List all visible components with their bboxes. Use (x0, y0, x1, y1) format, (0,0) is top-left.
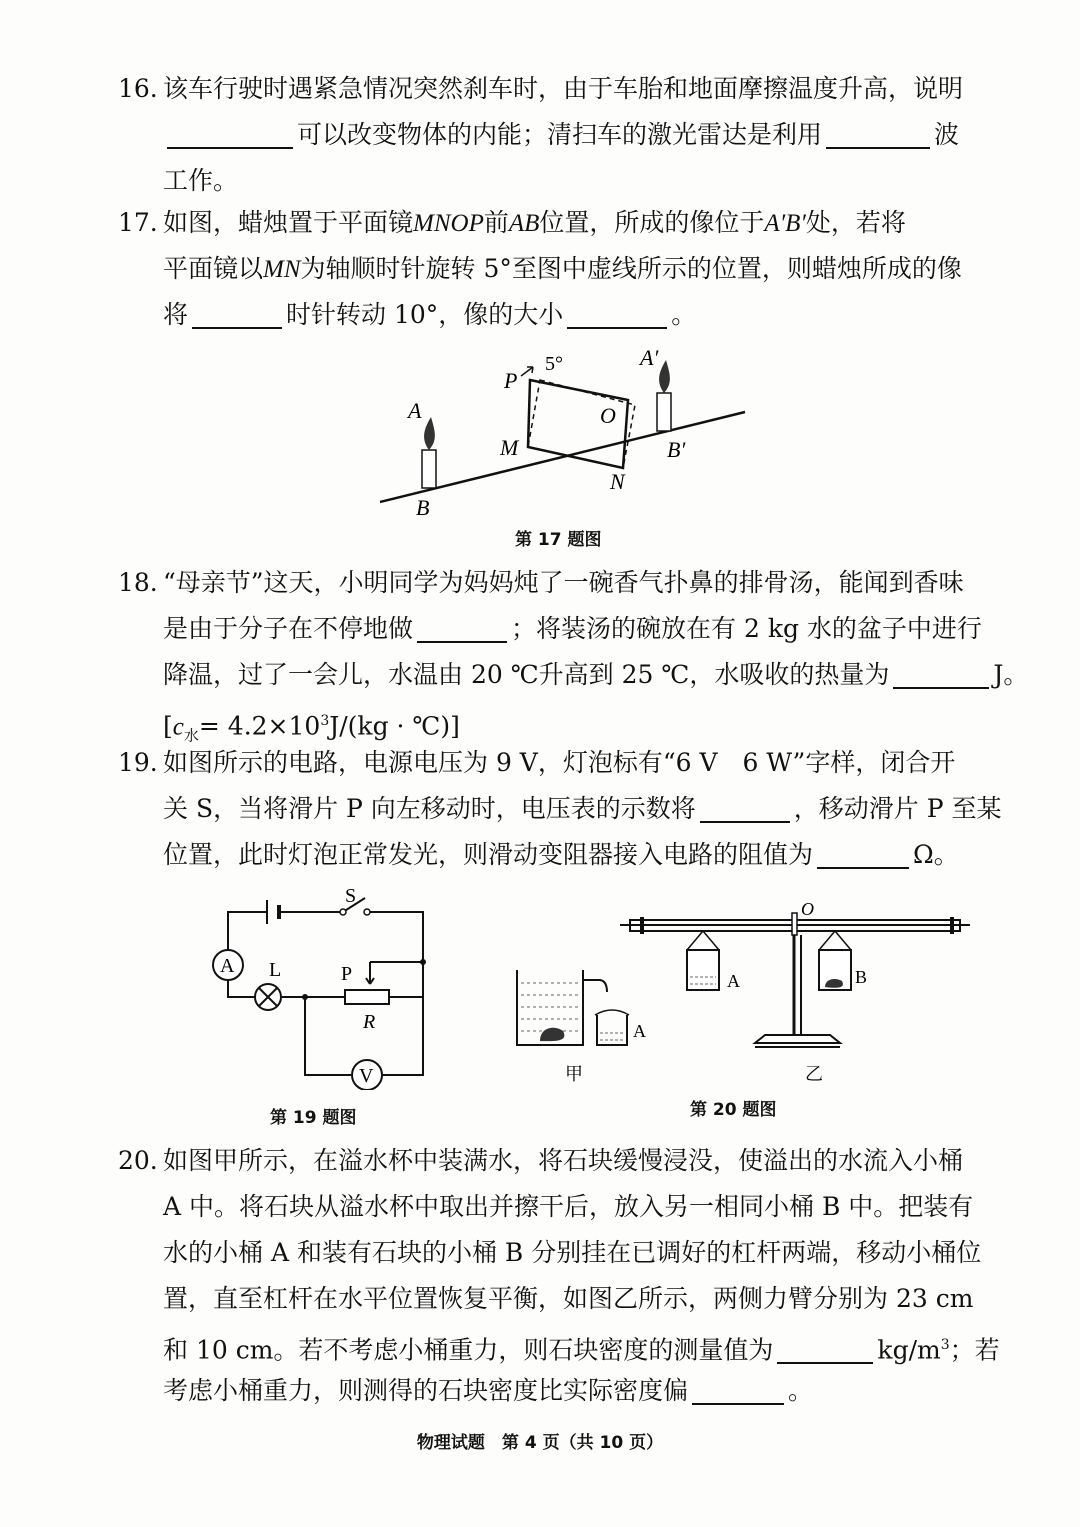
label-B: B (416, 495, 430, 520)
figure-17-caption: 第 17 题图 (515, 530, 602, 550)
figure-19-circuit (195, 880, 445, 1090)
label-B-prime: B′ (667, 437, 686, 462)
bucket-b-label: B (855, 967, 868, 987)
q16-line-3: 工作。 (163, 166, 239, 195)
q20-line-2: A 中。将石块从溢水杯中取出并擦干后，放入另一相同小桶 B 中。把装有 (163, 1192, 974, 1221)
label-A-prime: A′ (640, 345, 659, 370)
label-P: P (504, 368, 518, 393)
question-number: 18. (118, 568, 158, 597)
label-O: O (600, 403, 616, 428)
pivot-label: O (801, 899, 814, 919)
figure-17-mirror (370, 345, 760, 520)
q18-line-2: 是由于分子在不停地做 ；将装汤的碗放在有 2 kg 水的盆子中进行 (163, 614, 982, 643)
q19-line-3: 位置，此时灯泡正常发光，则滑动变阻器接入电路的阻值为 Ω。 (163, 840, 959, 869)
page-footer: 物理试题 第 4 页（共 10 页） (416, 1433, 664, 1453)
answer-blank[interactable] (192, 299, 282, 329)
resistor-label: R (363, 1011, 376, 1033)
voltmeter-label: V (359, 1065, 374, 1087)
q18-line-4: [$c_水= 4.2\times 10^3J/(kg$ · ℃)] (163, 711, 460, 745)
label-yi: 乙 (805, 1064, 823, 1084)
figure-19-caption: 第 19 题图 (270, 1108, 357, 1128)
label-N: N (610, 469, 625, 494)
label-jia: 甲 (565, 1064, 583, 1084)
answer-blank[interactable] (692, 1375, 784, 1405)
q20-line-1: 如图甲所示，在溢水杯中装满水，将石块缓慢浸没，使溢出的水流入小桶 (163, 1146, 964, 1175)
figure-20-caption: 第 20 题图 (690, 1100, 777, 1120)
bucket-a-label-jia: A (633, 1021, 646, 1041)
q17-line-1: 如图，蜡烛置于平面镜MNOP前AB位置，所成的像位于A′B′处，若将 (163, 208, 906, 237)
q16-line-2: 可以改变物体的内能；清扫车的激光雷达是利用 波 (163, 112, 959, 158)
q18-line-3: 降温，过了一会儿，水温由 20 ℃升高到 25 ℃，水吸收的热量为 J。 (163, 660, 1029, 689)
switch-label: S (345, 885, 357, 907)
q19-line-1: 如图所示的电路，电源电压为 9 V，灯泡标有“6 V 6 W”字样，闭合开 (163, 748, 956, 777)
answer-blank[interactable] (567, 299, 667, 329)
answer-blank[interactable] (417, 613, 507, 643)
answer-blank[interactable] (167, 119, 293, 149)
label-M: M (500, 435, 519, 460)
slider-label: P (341, 963, 353, 985)
question-number: 17. (118, 208, 158, 237)
q20-line-3: 水的小桶 A 和装有石块的小桶 B 分别挂在已调好的杠杆两端，移动小桶位 (163, 1238, 982, 1267)
label-A: A (408, 398, 422, 423)
q20-line-6: 考虑小桶重力，则测得的石块密度比实际密度偏 。 (163, 1376, 814, 1405)
q17-line-3: 将 时针转动 10°，像的大小 。 (163, 300, 697, 329)
question-number: 19. (118, 748, 158, 777)
label-angle: 5° (545, 353, 563, 375)
answer-blank[interactable] (893, 659, 989, 689)
answer-blank[interactable] (826, 119, 930, 149)
answer-blank[interactable] (700, 793, 790, 823)
q17-line-2: 平面镜以MN为轴顺时针旋转 5°至图中虚线所示的位置，则蜡烛所成的像 (163, 254, 962, 283)
q20-line-5: 和 10 cm。若不考虑小桶重力，则石块密度的测量值为 $kg/m^3$；若 (163, 1335, 1000, 1365)
lamp-label: L (269, 959, 282, 981)
question-number: 16. (118, 74, 158, 103)
q18-line-1: “母亲节”这天，小明同学为妈妈炖了一碗香气扑鼻的排骨汤，能闻到香味 (163, 568, 964, 597)
ammeter-label: A (220, 955, 235, 977)
question-number: 20. (118, 1146, 158, 1175)
figure-20-lever (505, 895, 975, 1095)
q19-line-2: 关 S，当将滑片 P 向左移动时，电压表的示数将 ，移动滑片 P 至某 (163, 794, 1002, 823)
q16-line-1: 该车行驶时遇紧急情况突然刹车时，由于车胎和地面摩擦温度升高，说明 (163, 74, 964, 103)
bucket-a-label: A (727, 971, 740, 991)
answer-blank[interactable] (777, 1334, 873, 1364)
q20-line-4: 置，直至杠杆在水平位置恢复平衡，如图乙所示，两侧力臂分别为 23 cm (163, 1284, 974, 1313)
answer-blank[interactable] (817, 839, 909, 869)
